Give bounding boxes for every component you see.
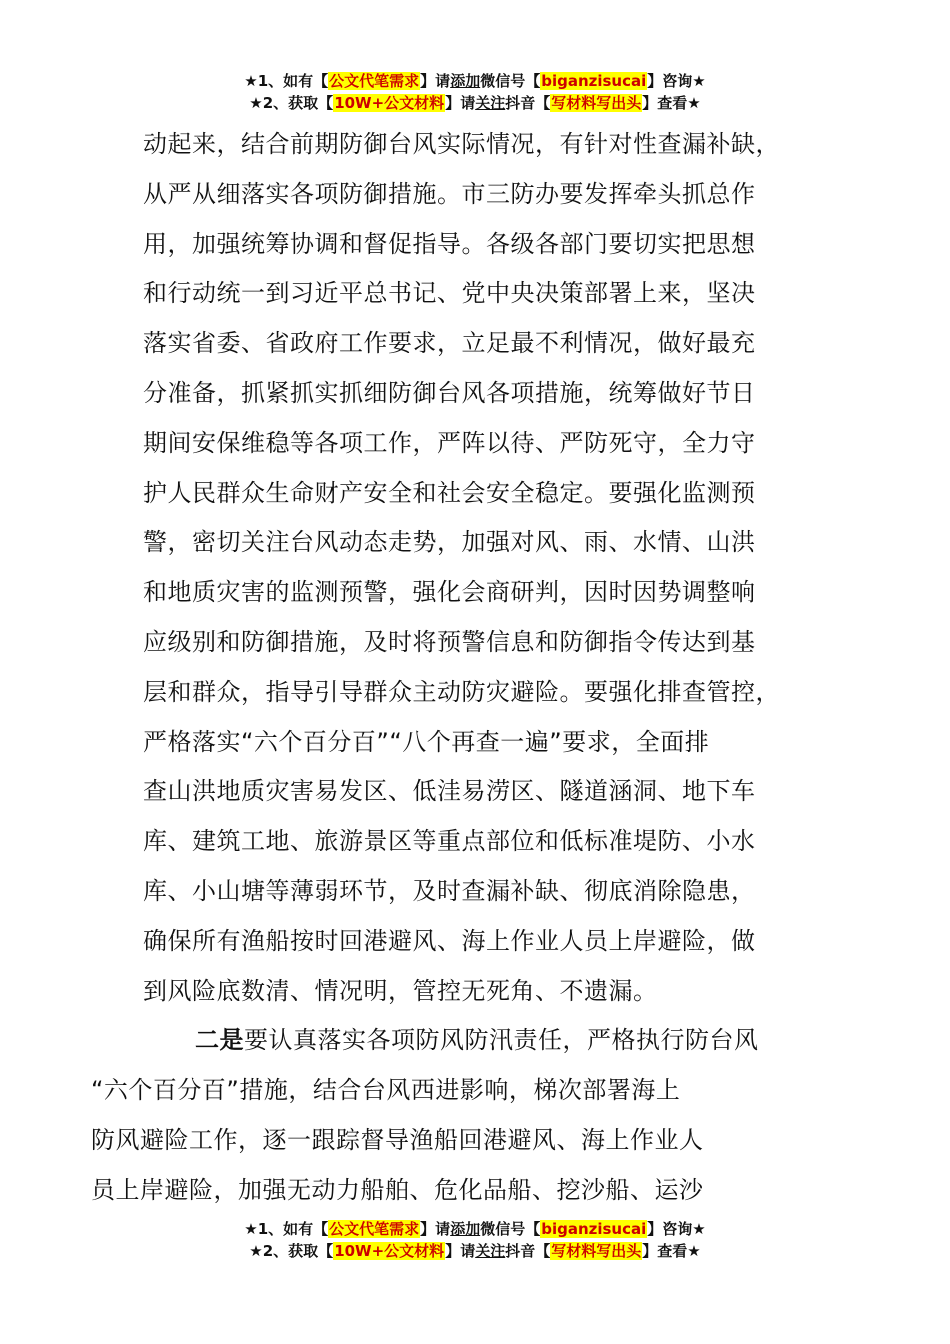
footer-banner (0, 1218, 950, 1262)
banner-line-2 (0, 1240, 950, 1262)
paragraph-1 (143, 120, 807, 1016)
header-banner (0, 70, 950, 114)
banner-text: ★2、获取【 (249, 94, 334, 112)
text-line: 防风避险工作，逐一跟踪督导渔船回港避风、海上作业人 (91, 1125, 704, 1154)
banner-text: 】请 (420, 72, 451, 90)
banner-text: 】查看★ (642, 1242, 701, 1260)
banner-text: 微信号【 (480, 1220, 541, 1238)
highlight-wechat-id: biganzisucai (541, 72, 647, 90)
text-line: 层和群众，指导引导群众主动防灾避险。要强化排查管控， (143, 677, 780, 706)
banner-text: 抖音【 (505, 1242, 551, 1260)
paragraph-2 (91, 1016, 807, 1215)
banner-text: 】咨询★ (647, 1220, 706, 1238)
highlight-ghostwriting: 公文代笔需求 (329, 72, 420, 90)
text-line: 确保所有渔船按时回港避风、海上作业人员上岸避险，做 (143, 926, 756, 955)
document-body (91, 120, 807, 1216)
underlined-add: 添加 (450, 1220, 481, 1238)
highlight-materials: 10W+公文材料 (334, 94, 445, 112)
text-line: 分准备，抓紧抓实抓细防御台风各项措施，统筹做好节日 (143, 378, 756, 407)
banner-text: 】请 (420, 1220, 451, 1238)
banner-text: 】咨询★ (647, 72, 706, 90)
text-line: 警，密切关注台风动态走势，加强对风、雨、水情、山洪 (143, 528, 756, 557)
text-line: 从严从细落实各项防御措施。市三防办要发挥牵头抓总作 (143, 179, 756, 208)
banner-text: 抖音【 (505, 94, 551, 112)
text-line: 和地质灾害的监测预警，强化会商研判，因时因势调整响 (143, 578, 756, 607)
highlight-ghostwriting: 公文代笔需求 (329, 1220, 420, 1238)
banner-text: 】请 (445, 1242, 476, 1260)
banner-line-1 (0, 1218, 950, 1240)
text-line: 应级别和防御措施，及时将预警信息和防御指令传达到基 (143, 627, 756, 656)
text-line: 库、小山塘等薄弱环节，及时查漏补缺、彻底消除隐患， (143, 876, 756, 905)
text-line: 查山洪地质灾害易发区、低洼易涝区、隧道涵洞、地下车 (143, 777, 756, 806)
banner-text: 】请 (445, 94, 476, 112)
text-line: 严格落实“六个百分百”“八个再查一遍”要求，全面排 (143, 727, 710, 756)
underlined-follow: 关注 (475, 94, 506, 112)
text-line: 库、建筑工地、旅游景区等重点部位和低标准堤防、小水 (143, 827, 756, 856)
banner-line-1 (0, 70, 950, 92)
banner-text: 】查看★ (642, 94, 701, 112)
highlight-douyin-id: 写材料写出头 (551, 1242, 642, 1260)
banner-text: ★2、获取【 (249, 1242, 334, 1260)
highlight-materials: 10W+公文材料 (334, 1242, 445, 1260)
highlight-douyin-id: 写材料写出头 (551, 94, 642, 112)
text-line: 用，加强统筹协调和督促指导。各级各部门要切实把思想 (143, 229, 756, 258)
banner-line-2 (0, 92, 950, 114)
text-line: 要认真落实各项防风防汛责任，严格执行防台风 (244, 1026, 759, 1055)
text-line: 动起来，结合前期防御台风实际情况，有针对性查漏补缺， (143, 130, 780, 158)
text-line: 护人民群众生命财产安全和社会安全稳定。要强化监测预 (143, 478, 756, 507)
banner-text: ★1、如有【 (244, 72, 329, 90)
highlight-wechat-id: biganzisucai (541, 1220, 647, 1238)
underlined-add: 添加 (450, 72, 481, 90)
text-line: 落实省委、省政府工作要求，立足最不利情况，做好最充 (143, 329, 756, 358)
text-line: 员上岸避险，加强无动力船舶、危化品船、挖沙船、运沙 (91, 1175, 704, 1204)
para-lead: 二是 (195, 1026, 244, 1055)
text-line: “六个百分百”措施，结合台风西进影响，梯次部署海上 (91, 1076, 681, 1105)
text-line: 到风险底数清、情况明，管控无死角、不遗漏。 (143, 976, 658, 1005)
banner-text: 微信号【 (480, 72, 541, 90)
text-line: 和行动统一到习近平总书记、党中央决策部署上来，坚决 (143, 279, 756, 308)
text-line: 期间安保维稳等各项工作，严阵以待、严防死守，全力守 (143, 428, 756, 457)
banner-text: ★1、如有【 (244, 1220, 329, 1238)
underlined-follow: 关注 (475, 1242, 506, 1260)
